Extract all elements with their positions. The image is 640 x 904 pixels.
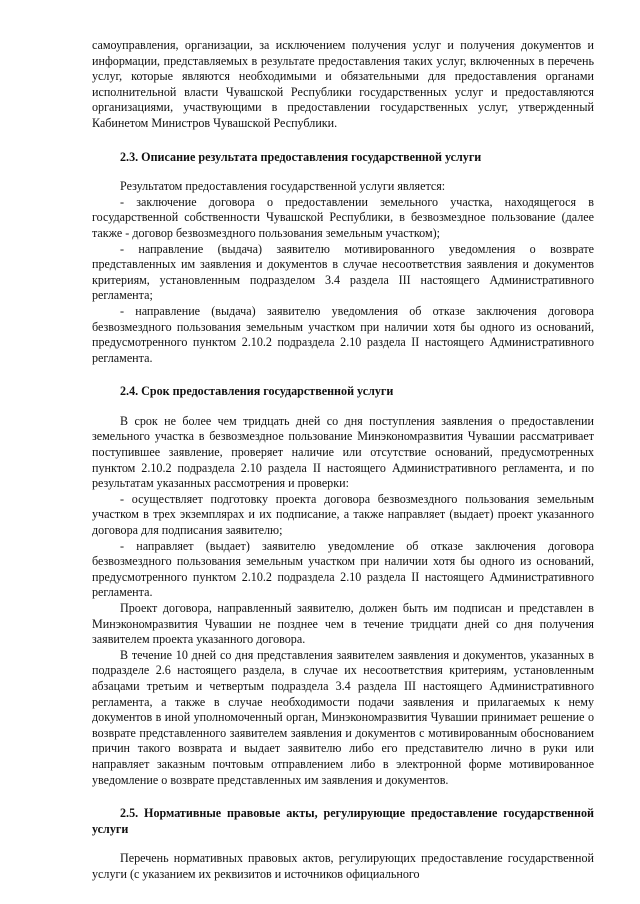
list-item-2-4-1: - осуществляет подготовку проекта договора безвозмездного пользования земельным участком в трех экземплярах и их подписание, а также направляет (выдает) проект указанного договора для подписания заявителю; (92, 491, 594, 538)
paragraph-2-4-ten-days: В течение 10 дней со дня представления заявителем заявления и документов, указанных в подразделе 2.6 настоящего раздела, в случае их несоответствия критериям, установленным абзацами третьим и четвертым подраздела 3.4 раздела III настоящего Административного регламента, а также в случае необходимости подачи заявления и прилагаемых к нему документов в иной уполномоченный орган, Минэкономразвития Чувашии принимает решение о возврате представленного заявителем заявления и документов с мотивированным обоснованием причин такого возврата и выдает заявителю либо его представителю лично в руки или направляет заказным почтовым отправлением либо в электронной форме мотивированное уведомление о возврате представленных им заявления и документов. (92, 647, 594, 787)
list-item-2-3-3: - направление (выдача) заявителю уведомления об отказе заключения договора безвозмездного пользования земельным участком при наличии хотя бы одного из оснований, предусмотренного пунктом 2.10.2 подраздела 2.10 раздела II настоящего Административного регламента. (92, 303, 594, 365)
heading-section-2-5: 2.5. Нормативные правовые акты, регулирующие предоставление государственной услуги (92, 806, 594, 836)
paragraph-2-3-lead: Результатом предоставления государственной услуги является: (120, 179, 446, 194)
list-item-2-3-2: - направление (выдача) заявителю мотивированного уведомления о возврате представленных им заявления и документов в случае несоответствия заявления и документов критериям, установленным подразделом 3.4 раздела III настоящего Административного регламента; (92, 241, 594, 303)
paragraph-intro-continuation: самоуправления, организации, за исключением получения услуг и получения документов и информации, представляемых в результате предоставления таких услуг, включенных в перечень услуг, которые являются необходимыми и обязательными для предоставления органами исполнительной власти Чувашской Республики государственных услуг и предоставляются организациями, участвующими в предоставлении государственных услуг, утвержденный Кабинетом Министров Чувашской Республики. (92, 38, 594, 130)
list-item-2-4-2: - направляет (выдает) заявителю уведомление об отказе заключения договора безвозмездного пользования земельным участком при наличии хотя бы одного из оснований, предусмотренного пунктом 2.10.2 подраздела 2.10 раздела II настоящего Административного регламента. (92, 538, 594, 600)
heading-section-2-4: 2.4. Срок предоставления государственной услуги (120, 384, 394, 399)
paragraph-2-4-lead: В срок не более чем тридцать дней со дня поступления заявления о предоставлении земельного участка в безвозмездное пользование Минэкономразвития Чувашии рассматривает поступившее заявление, проверяет наличие или отсутствие оснований, предусмотренных пунктом 2.10.2 подраздела 2.10 раздела II настоящего Административного регламента, и по результатам указанных рассмотрения и проверки: (92, 413, 594, 491)
paragraph-2-4-contract: Проект договора, направленный заявителю, должен быть им подписан и представлен в Минэкономразвития Чувашии не позднее чем в течение тридцати дней со дня получения заявителем проекта указанного договора. (92, 601, 594, 647)
list-item-2-3-1: - заключение договора о предоставлении земельного участка, находящегося в государственной собственности Чувашской Республики, в безвозмездное пользование (далее также - договор безвозмездного пользования земельным участком); (92, 194, 594, 240)
heading-section-2-3: 2.3. Описание результата предоставления государственной услуги (120, 149, 482, 164)
paragraph-2-5-lead: Перечень нормативных правовых актов, регулирующих предоставление государственной услуги (с указанием их реквизитов и источников официального (92, 851, 594, 881)
